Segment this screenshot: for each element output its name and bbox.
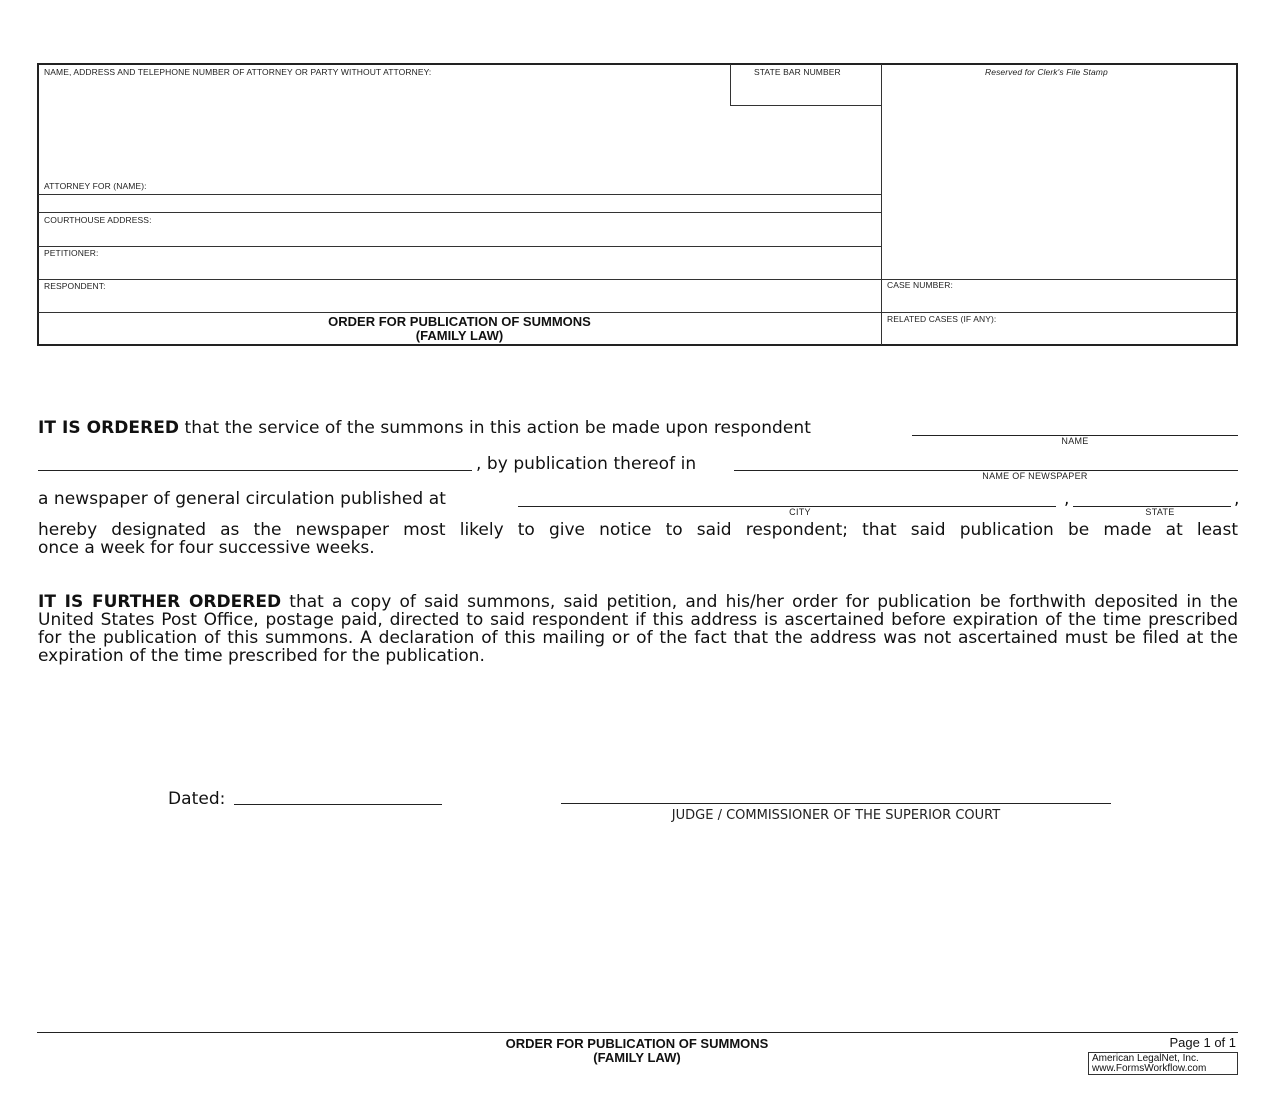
- page-number: Page 1 of 1: [1169, 1035, 1236, 1050]
- column-divider: [881, 64, 882, 345]
- published-at-text: a newspaper of general circulation published at: [38, 489, 446, 509]
- further-ordered-bold: IT IS FURTHER ORDERED: [38, 592, 282, 612]
- form-title-line1: ORDER FOR PUBLICATION OF SUMMONS: [328, 314, 591, 329]
- vendor-name: American LegalNet, Inc.: [1092, 1053, 1199, 1064]
- rule-title: [38, 312, 1237, 313]
- attorney-for-label: ATTORNEY FOR (NAME):: [44, 181, 147, 191]
- attorney-label: NAME, ADDRESS AND TELEPHONE NUMBER OF ATTORNEY OR PARTY WITHOUT ATTORNEY:: [44, 67, 432, 77]
- clerk-stamp-label: Reserved for Clerk's File Stamp: [985, 67, 1108, 77]
- comma-1: ,: [1064, 489, 1070, 509]
- respondent-name-blank-2[interactable]: [38, 470, 472, 471]
- petitioner-label: PETITIONER:: [44, 248, 99, 258]
- date-blank[interactable]: [234, 804, 442, 805]
- judge-signature-line[interactable]: [561, 803, 1111, 804]
- city-caption: CITY: [789, 507, 811, 517]
- newspaper-caption: NAME OF NEWSPAPER: [982, 471, 1088, 481]
- comma-2: ,: [1234, 489, 1240, 509]
- rule-attorney-for: [38, 194, 881, 195]
- footer-title: [337, 1037, 937, 1065]
- vendor-box: [1088, 1052, 1238, 1075]
- form-title-line2: (FAMILY LAW): [415, 328, 504, 343]
- case-number-label: CASE NUMBER:: [887, 280, 953, 290]
- respondent-label: RESPONDENT:: [44, 281, 106, 291]
- footer-rule: [37, 1032, 1238, 1033]
- publication-text: , by publication thereof in: [476, 454, 697, 474]
- footer-title-line1: ORDER FOR PUBLICATION OF SUMMONS: [505, 1036, 769, 1051]
- ordered-bold: IT IS ORDERED: [38, 418, 180, 438]
- designation-line: hereby designated as the newspaper most likely to give notice to said respondent; that said publication be made at least: [38, 520, 1238, 540]
- dated-label: Dated:: [168, 789, 226, 809]
- state-caption: STATE: [1145, 507, 1175, 517]
- bar-cell-bottom: [730, 105, 881, 106]
- name-caption: NAME: [1061, 436, 1089, 446]
- judge-caption: JUDGE / COMMISSIONER OF THE SUPERIOR COURT: [671, 808, 1001, 823]
- bar-cell-divider: [730, 64, 731, 105]
- rule-respondent: [38, 279, 1237, 280]
- related-cases-label: RELATED CASES (IF ANY):: [887, 314, 997, 324]
- form-title: [38, 315, 881, 343]
- rule-courthouse: [38, 212, 881, 213]
- courthouse-label: COURTHOUSE ADDRESS:: [44, 215, 152, 225]
- further-ordered-paragraph: [38, 593, 1238, 665]
- footer-title-line2: (FAMILY LAW): [593, 1050, 681, 1065]
- ordered-line1: [38, 418, 811, 438]
- ordered-line1-text: that the service of the summons in this action be made upon respondent: [184, 418, 811, 438]
- caption-box: [37, 63, 1238, 346]
- further-ordered-text: that a copy of said summons, said petition, and his/her order for publication be forthwith deposited in the United States Post Office, postage paid, directed to said respondent if this address is ascertained before expiration of the time prescribed for the publication of this summons. A declaration of this mailing or of the fact that the address was not ascertained must be filed at the expiration of the time prescribed for the publication.: [38, 592, 1238, 666]
- state-bar-label: STATE BAR NUMBER: [754, 67, 841, 77]
- weeks-line: once a week for four successive weeks.: [38, 538, 375, 558]
- vendor-url: www.FormsWorkflow.com: [1092, 1063, 1207, 1074]
- rule-petitioner: [38, 246, 881, 247]
